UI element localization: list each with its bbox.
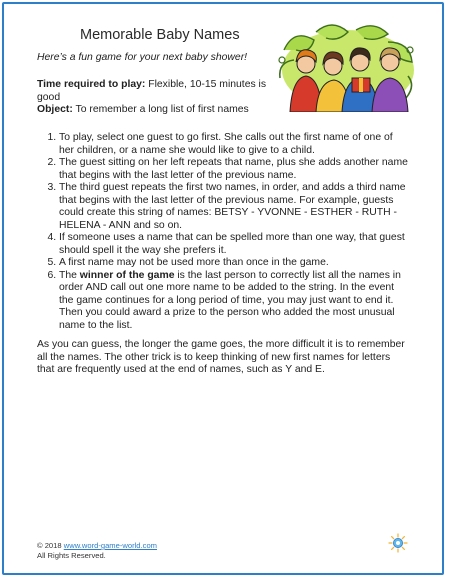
copyright-text: © 2018 — [37, 541, 62, 550]
rules-list — [37, 132, 409, 332]
time-required — [37, 79, 269, 104]
rule-item: 2. The guest sitting on her left repeats that name, plus she adds another name that begins with the last letter of the previous name. — [59, 157, 409, 182]
rule-item: 3. The third guest repeats the first two names, in order, and adds a third name that begins with the last letter of the previous name. For example, guests could create this string of names: BETSY - YVONNE - ESTHER - RUTH - HELENA - ANN and so on. — [59, 182, 409, 232]
intro-text: Here’s a fun game for your next baby shower! — [37, 52, 248, 63]
baby-shower-women-illustration — [276, 20, 416, 112]
website-link[interactable]: www.word-game-world.com — [63, 541, 157, 550]
rights-text: All Rights Reserved. — [37, 551, 106, 560]
page-title: Memorable Baby Names — [80, 27, 240, 43]
rule-item — [59, 270, 409, 333]
rule-text-after: is the last person to correctly list all the names in order AND call out one more name to be added to the string. In the event the game continues for a long period of time, you may just want to end it. Then you could award a prize to the person who added the most unusual name to the list. — [59, 269, 401, 331]
closing-paragraph: As you can guess, the longer the game goes, the more difficult it is to remember all the names. The other trick is to keep thinking of new first names for letters that are frequently used at the end of names, such as Y and E. — [37, 339, 405, 375]
rule-item: 1. To play, select one guest to go first. She calls out the first name of one of her children, or a name she would like to give to a child. — [59, 132, 409, 157]
time-label: Time required to play: — [37, 79, 146, 90]
object-label: Object: — [37, 104, 73, 115]
rule-item: 4. If someone uses a name that can be spelled more than one way, that guest should spell it the way she prefers it. — [59, 232, 409, 257]
sun-logo-icon — [388, 533, 408, 553]
rule-text-before: The — [59, 269, 80, 281]
rule-text-bold: winner of the game — [79, 269, 175, 281]
game-meta — [37, 79, 269, 117]
game-object — [37, 104, 269, 117]
footer — [37, 541, 157, 561]
object-value: To remember a long list of first names — [75, 104, 249, 115]
rule-item: 5. A first name may not be used more than once in the game. — [59, 257, 409, 270]
time-value: Flexible, 10-15 minutes is good — [37, 79, 267, 103]
